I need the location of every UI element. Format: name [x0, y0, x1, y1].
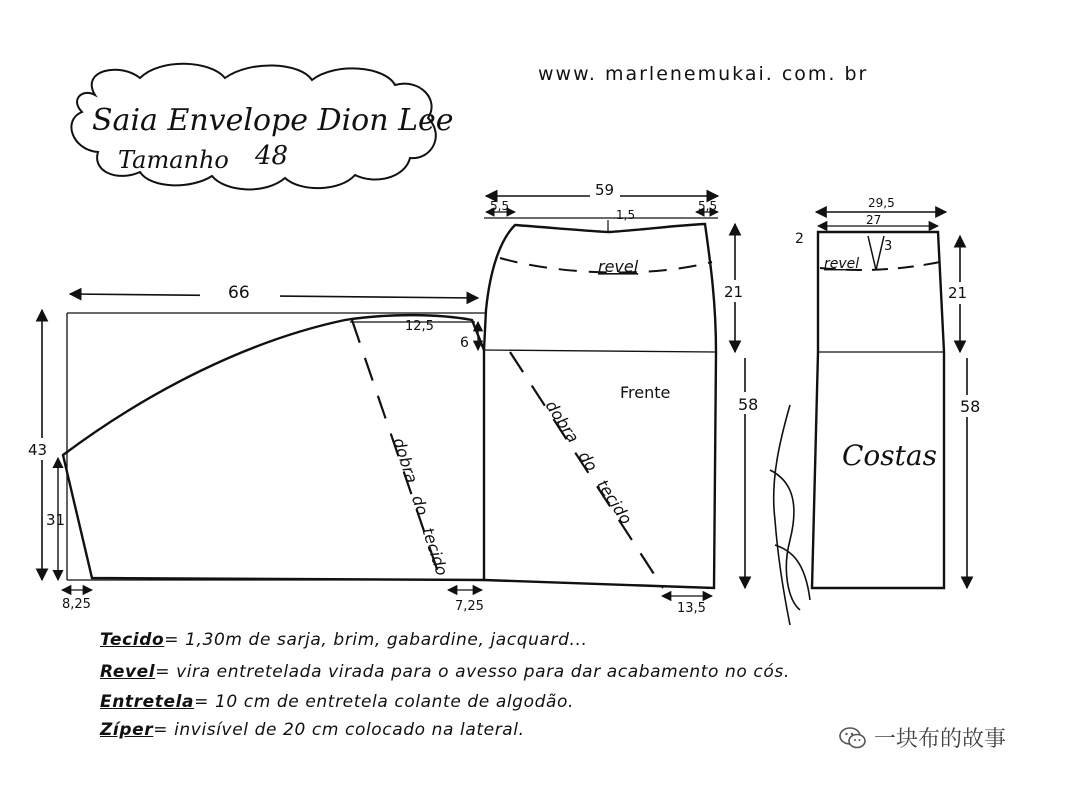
- signature: [770, 405, 810, 625]
- dim-curve-12-5: 12,5: [405, 319, 434, 334]
- note-text: = vira entretelada virada para o avesso para dar acabamento no cós.: [155, 662, 790, 682]
- dim-back-27: 27: [866, 213, 882, 227]
- dim-front-13-5: 13,5: [677, 601, 706, 616]
- dim-front-5-5-left: 5,5: [490, 199, 510, 213]
- fold-label-left: dobradotecido: [389, 435, 452, 578]
- note-text: = invisível de 20 cm colocado na lateral.: [153, 720, 525, 740]
- wechat-icon: [838, 725, 868, 751]
- dim-front-58: 58: [738, 395, 759, 414]
- dim-hem-8-25: 8,25: [62, 597, 91, 612]
- dim-front-59: 59: [595, 181, 615, 199]
- dim-back-21: 21: [948, 284, 968, 302]
- dim-hem-7-25: 7,25: [455, 599, 484, 614]
- back-name: Costas: [842, 439, 937, 472]
- dim-width-66: 66: [228, 283, 250, 303]
- note-text: = 1,30m de sarja, brim, gabardine, jacquard...: [164, 630, 588, 650]
- dim-back-29-5: 29,5: [868, 196, 895, 210]
- front-facing-label: revel: [598, 257, 639, 276]
- dim-back-rise-2: 2: [795, 231, 804, 247]
- title-line1: Saia Envelope Dion Lee: [92, 103, 454, 138]
- back-facing-label: revel: [824, 256, 860, 272]
- dim-height-43: 43: [28, 441, 48, 459]
- dim-front-21: 21: [724, 283, 744, 301]
- back-piece: [795, 196, 986, 588]
- note-revel: [100, 662, 790, 682]
- title-size-value: 48: [255, 141, 289, 171]
- note-tecido: [100, 630, 588, 650]
- front-piece: [484, 181, 764, 616]
- dim-front-1-5: 1,5: [616, 208, 636, 222]
- dim-back-dart-3: 3: [884, 239, 893, 254]
- fold-label-front: dobradotecido: [541, 396, 636, 528]
- title-size-label: Tamanho: [118, 146, 229, 174]
- dim-front-5-5-right: 5,5: [698, 199, 718, 213]
- note-term: Tecido: [100, 630, 165, 650]
- note-ziper: [100, 720, 525, 740]
- dim-drop-6: 6: [460, 335, 469, 351]
- dim-back-58: 58: [960, 397, 981, 416]
- watermark: [838, 722, 1006, 753]
- front-name: Frente: [620, 383, 671, 402]
- title-cloud: [71, 64, 453, 190]
- note-term: Entretela: [100, 692, 195, 712]
- note-term: Revel: [100, 662, 156, 682]
- website-url: www. marlenemukai. com. br: [538, 63, 869, 85]
- note-text: = 10 cm de entretela colante de algodão.: [194, 692, 574, 712]
- note-term: Zíper: [100, 720, 154, 740]
- dim-side-31: 31: [46, 511, 66, 529]
- left-wrap-piece: [28, 282, 485, 614]
- watermark-text: 一块布的故事: [874, 727, 1007, 752]
- note-entretela: [100, 692, 574, 712]
